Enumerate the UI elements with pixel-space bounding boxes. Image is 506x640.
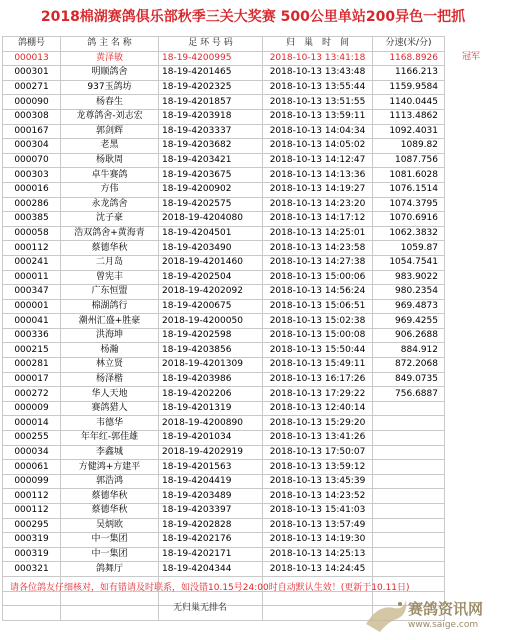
- cell-speed: 1089.82: [373, 139, 445, 154]
- cell-speed: 1062.3832: [373, 226, 445, 241]
- cell-speed: 980.2354: [373, 285, 445, 300]
- cell-speed: [373, 489, 445, 504]
- cell-shed: 000112: [3, 504, 61, 519]
- cell-speed: 1113.4862: [373, 109, 445, 124]
- cell-owner: 沈子豪: [61, 212, 159, 227]
- table-row: [3, 51, 445, 66]
- cell-speed: 1159.9584: [373, 80, 445, 95]
- cell-ring: 18-19-4202575: [159, 197, 263, 212]
- table-row: [3, 255, 445, 270]
- cell-speed: [373, 504, 445, 519]
- cell-time: 2018-10-13 14:25:01: [263, 226, 373, 241]
- cell-speed: 1092.4031: [373, 124, 445, 139]
- cell-ring: 18-19-4203682: [159, 139, 263, 154]
- cell-time: 2018-10-13 13:41:18: [263, 51, 373, 66]
- cell-ring: 2018-19-4201460: [159, 255, 263, 270]
- table-row: [3, 270, 445, 285]
- cell-time: 2018-10-13 14:12:47: [263, 153, 373, 168]
- cell-speed: 849.0735: [373, 372, 445, 387]
- cell-shed: 000112: [3, 241, 61, 256]
- cell-owner: 中一集团: [61, 533, 159, 548]
- cell-owner: 杨瀚: [61, 343, 159, 358]
- cell-owner: 郭浩鸿: [61, 474, 159, 489]
- cell-ring: 18-19-4202828: [159, 518, 263, 533]
- cell-time: 2018-10-13 13:45:39: [263, 474, 373, 489]
- header-owner: 鸽 主 名 称: [61, 37, 159, 52]
- cell-owner: 华人天地: [61, 387, 159, 402]
- table-row: [3, 124, 445, 139]
- cell-owner: 杨春生: [61, 95, 159, 110]
- cell-time: 2018-10-13 13:55:44: [263, 80, 373, 95]
- cell-owner: 郭剑辉: [61, 124, 159, 139]
- cell-owner: 蔡德华秋: [61, 504, 159, 519]
- cell-shed: 000009: [3, 401, 61, 416]
- cell-shed: 000090: [3, 95, 61, 110]
- cell-shed: 000304: [3, 139, 61, 154]
- table-row: [3, 431, 445, 446]
- cell-ring: 18-19-4202598: [159, 328, 263, 343]
- cell-speed: 1087.756: [373, 153, 445, 168]
- cell-ring: 18-19-4204344: [159, 562, 263, 577]
- cell-time: 2018-10-13 15:29:20: [263, 416, 373, 431]
- cell-shed: 000286: [3, 197, 61, 212]
- cell-speed: 884.912: [373, 343, 445, 358]
- cell-owner: 棉湖鸽行: [61, 299, 159, 314]
- cell-owner: 永龙鸽舍: [61, 197, 159, 212]
- cell-time: 2018-10-13 17:29:22: [263, 387, 373, 402]
- cell-owner: 明顺鸽舍: [61, 66, 159, 81]
- cell-time: 2018-10-13 14:25:13: [263, 547, 373, 562]
- cell-owner: 二月岛: [61, 255, 159, 270]
- cell-shed: 000319: [3, 547, 61, 562]
- cell-ring: 2018-19-4201309: [159, 358, 263, 373]
- cell-owner: 杨耿周: [61, 153, 159, 168]
- cell-ring: 18-19-4203337: [159, 124, 263, 139]
- cell-ring: 18-19-4203675: [159, 168, 263, 183]
- cell-shed: 000385: [3, 212, 61, 227]
- cell-shed: 000112: [3, 489, 61, 504]
- cell-time: 2018-10-13 14:17:12: [263, 212, 373, 227]
- cell-owner: 蔡德华秋: [61, 489, 159, 504]
- cell-owner: 吴炳欧: [61, 518, 159, 533]
- cell-shed: 000308: [3, 109, 61, 124]
- cell-speed: [373, 431, 445, 446]
- cell-owner: 中一集团: [61, 547, 159, 562]
- cell-shed: 000061: [3, 460, 61, 475]
- watermark-name: 赛鸽资讯网: [408, 600, 484, 618]
- cell-owner: 龙尊鸽舍-刘志宏: [61, 109, 159, 124]
- cell-ring: 18-19-4201034: [159, 431, 263, 446]
- cell-time: 2018-10-13 13:57:49: [263, 518, 373, 533]
- cell-time: 2018-10-13 15:06:51: [263, 299, 373, 314]
- cell-shed: 000215: [3, 343, 61, 358]
- cell-ring: 18-19-4201563: [159, 460, 263, 475]
- table-row: [3, 328, 445, 343]
- cell-shed: 000070: [3, 153, 61, 168]
- cell-owner: 洪海坤: [61, 328, 159, 343]
- cell-shed: 000347: [3, 285, 61, 300]
- cell-ring: 2018-19-4202919: [159, 445, 263, 460]
- cell-shed: 000255: [3, 431, 61, 446]
- cell-shed: 000013: [3, 51, 61, 66]
- cell-shed: 000295: [3, 518, 61, 533]
- cell-speed: 1076.1514: [373, 182, 445, 197]
- cell-time: 2018-10-13 15:00:06: [263, 270, 373, 285]
- cell-time: 2018-10-13 14:56:24: [263, 285, 373, 300]
- table-row: [3, 387, 445, 402]
- cell-ring: 18-19-4202325: [159, 80, 263, 95]
- table-row: [3, 153, 445, 168]
- cell-ring: 18-19-4202171: [159, 547, 263, 562]
- cell-owner: 杨泽楷: [61, 372, 159, 387]
- watermark-logo: [360, 590, 500, 638]
- table-header-row: [3, 37, 445, 52]
- cell-shed: 000303: [3, 168, 61, 183]
- cell-speed: 1074.3795: [373, 197, 445, 212]
- cell-owner: 方伟: [61, 182, 159, 197]
- cell-shed: 000336: [3, 328, 61, 343]
- cell-speed: [373, 547, 445, 562]
- table-row: [3, 182, 445, 197]
- cell-shed: 000041: [3, 314, 61, 329]
- pigeon-icon: [360, 590, 410, 638]
- table-row: [3, 343, 445, 358]
- cell-speed: 983.9022: [373, 270, 445, 285]
- cell-ring: 18-19-4203421: [159, 153, 263, 168]
- cell-shed: 000001: [3, 299, 61, 314]
- cell-owner: 赛鸽猎人: [61, 401, 159, 416]
- results-table: [2, 36, 445, 621]
- cell-time: 2018-10-13 13:41:26: [263, 431, 373, 446]
- cell-time: 2018-10-13 12:40:14: [263, 401, 373, 416]
- cell-shed: 000271: [3, 80, 61, 95]
- table-row: [3, 416, 445, 431]
- cell-ring: 18-19-4204501: [159, 226, 263, 241]
- table-row: [3, 314, 445, 329]
- cell-shed: 000272: [3, 387, 61, 402]
- table-row: [3, 358, 445, 373]
- cell-shed: 000014: [3, 416, 61, 431]
- cell-owner: 蔡德华秋: [61, 241, 159, 256]
- header-time: 归 巢 时 间: [263, 37, 373, 52]
- table-row: [3, 372, 445, 387]
- table-row: [3, 168, 445, 183]
- table-row: [3, 66, 445, 81]
- cell-time: 2018-10-13 14:05:02: [263, 139, 373, 154]
- cell-shed: 000241: [3, 255, 61, 270]
- cell-time: 2018-10-13 14:23:20: [263, 197, 373, 212]
- cell-owner: 李鑫城: [61, 445, 159, 460]
- header-ring: 足 环 号 码: [159, 37, 263, 52]
- cell-time: 2018-10-13 15:41:03: [263, 504, 373, 519]
- table-row: [3, 226, 445, 241]
- cell-shed: 000321: [3, 562, 61, 577]
- cell-owner: 卓牛赛鸽: [61, 168, 159, 183]
- cell-time: 2018-10-13 14:23:58: [263, 241, 373, 256]
- cell-speed: 756.6887: [373, 387, 445, 402]
- cell-shed: 000058: [3, 226, 61, 241]
- cell-shed: 000319: [3, 533, 61, 548]
- cell-shed: 000099: [3, 474, 61, 489]
- table-row: [3, 445, 445, 460]
- cell-speed: [373, 445, 445, 460]
- cell-speed: [373, 518, 445, 533]
- cell-ring: 18-19-4203489: [159, 489, 263, 504]
- cell-owner: 黄泽敏: [61, 51, 159, 66]
- cell-speed: [373, 416, 445, 431]
- cell-shed: 000301: [3, 66, 61, 81]
- cell-ring: 18-19-4200995: [159, 51, 263, 66]
- cell-time: 2018-10-13 14:24:45: [263, 562, 373, 577]
- cell-shed: 000281: [3, 358, 61, 373]
- cell-ring: 18-19-4203918: [159, 109, 263, 124]
- cell-ring: 18-19-4203856: [159, 343, 263, 358]
- cell-shed: 000011: [3, 270, 61, 285]
- cell-shed: 000167: [3, 124, 61, 139]
- cell-time: 2018-10-13 14:04:34: [263, 124, 373, 139]
- table-row: [3, 518, 445, 533]
- cell-speed: 906.2688: [373, 328, 445, 343]
- cell-ring: 18-19-4201857: [159, 95, 263, 110]
- table-row: [3, 533, 445, 548]
- cell-speed: [373, 562, 445, 577]
- cell-speed: 1081.6028: [373, 168, 445, 183]
- cell-speed: 1054.7541: [373, 255, 445, 270]
- cell-time: 2018-10-13 15:49:11: [263, 358, 373, 373]
- cell-time: 2018-10-13 15:00:08: [263, 328, 373, 343]
- table-row: [3, 562, 445, 577]
- cell-owner: 广东恒盟: [61, 285, 159, 300]
- cell-time: 2018-10-13 17:50:07: [263, 445, 373, 460]
- cell-ring: 18-19-4203397: [159, 504, 263, 519]
- cell-speed: 872.2068: [373, 358, 445, 373]
- table-row: [3, 285, 445, 300]
- cell-speed: [373, 474, 445, 489]
- notice-text: 请各位鸽友仔细核对，如有错请及时联系，如没错10.15号24:00时自动默认生效！(更新于10.11日): [10, 583, 410, 593]
- cell-time: 2018-10-13 14:19:30: [263, 533, 373, 548]
- cell-ring: 2018-19-4200890: [159, 416, 263, 431]
- cell-time: 2018-10-13 14:23:52: [263, 489, 373, 504]
- cell-owner: 老黑: [61, 139, 159, 154]
- cell-ring: 18-19-4203490: [159, 241, 263, 256]
- table-row: [3, 401, 445, 416]
- cell-time: 2018-10-13 13:51:55: [263, 95, 373, 110]
- page-title: 2018棉湖赛鸽俱乐部秋季三关大奖赛 500公里单站200异色一把抓: [40, 9, 466, 25]
- table-row: [3, 299, 445, 314]
- cell-ring: 18-19-4202504: [159, 270, 263, 285]
- cell-speed: 1059.87: [373, 241, 445, 256]
- table-row: [3, 212, 445, 227]
- cell-speed: 969.4873: [373, 299, 445, 314]
- cell-ring: 18-19-4202176: [159, 533, 263, 548]
- table-row: [3, 241, 445, 256]
- cell-owner: 曾宪丰: [61, 270, 159, 285]
- cell-time: 2018-10-13 13:59:11: [263, 109, 373, 124]
- footer-text: 无归巢无排名: [172, 603, 227, 613]
- cell-owner: 年年红-郭佳雄: [61, 431, 159, 446]
- cell-speed: [373, 533, 445, 548]
- cell-owner: 鸽舞厅: [61, 562, 159, 577]
- table-row: [3, 474, 445, 489]
- cell-owner: 韦德华: [61, 416, 159, 431]
- table-row: [3, 504, 445, 519]
- cell-speed: 1070.6916: [373, 212, 445, 227]
- cell-ring: 2018-19-4202092: [159, 285, 263, 300]
- cell-shed: 000017: [3, 372, 61, 387]
- header-speed: 分速(米/分): [373, 37, 445, 52]
- table-row: [3, 460, 445, 475]
- cell-ring: 18-19-4200902: [159, 182, 263, 197]
- cell-time: 2018-10-13 13:43:48: [263, 66, 373, 81]
- cell-ring: 18-19-4201319: [159, 401, 263, 416]
- cell-speed: 1166.213: [373, 66, 445, 81]
- cell-time: 2018-10-13 14:19:27: [263, 182, 373, 197]
- cell-time: 2018-10-13 16:17:26: [263, 372, 373, 387]
- cell-shed: 000034: [3, 445, 61, 460]
- table-row: [3, 139, 445, 154]
- table-row: [3, 80, 445, 95]
- cell-time: 2018-10-13 15:50:44: [263, 343, 373, 358]
- cell-time: 2018-10-13 15:02:38: [263, 314, 373, 329]
- cell-ring: 2018-19-4204080: [159, 212, 263, 227]
- cell-speed: [373, 401, 445, 416]
- cell-ring: 18-19-4204419: [159, 474, 263, 489]
- cell-ring: 18-19-4202206: [159, 387, 263, 402]
- cell-ring: 18-19-4200675: [159, 299, 263, 314]
- table-row: [3, 547, 445, 562]
- cell-shed: 000016: [3, 182, 61, 197]
- table-row: [3, 489, 445, 504]
- champion-remark: 冠军: [462, 52, 481, 62]
- cell-owner: 潮州汇盛+胜豪: [61, 314, 159, 329]
- header-shed: 鸽棚号: [3, 37, 61, 52]
- cell-time: 2018-10-13 14:27:38: [263, 255, 373, 270]
- cell-owner: 方健鸿+方建平: [61, 460, 159, 475]
- cell-speed: [373, 460, 445, 475]
- cell-time: 2018-10-13 14:13:36: [263, 168, 373, 183]
- table-row: [3, 95, 445, 110]
- cell-ring: 18-19-4203986: [159, 372, 263, 387]
- table-row: [3, 109, 445, 124]
- cell-ring: 2018-19-4200050: [159, 314, 263, 329]
- watermark-url: www.saige.com: [408, 620, 479, 630]
- cell-time: 2018-10-13 13:59:12: [263, 460, 373, 475]
- cell-owner: 937玉鸽坊: [61, 80, 159, 95]
- cell-speed: 1140.0445: [373, 95, 445, 110]
- cell-owner: 林立贤: [61, 358, 159, 373]
- cell-owner: 浩双鸽舍+黄海青: [61, 226, 159, 241]
- cell-speed: 969.4255: [373, 314, 445, 329]
- cell-ring: 18-19-4201465: [159, 66, 263, 81]
- cell-speed: 1168.8926: [373, 51, 445, 66]
- table-body: [3, 51, 445, 620]
- table-row: [3, 197, 445, 212]
